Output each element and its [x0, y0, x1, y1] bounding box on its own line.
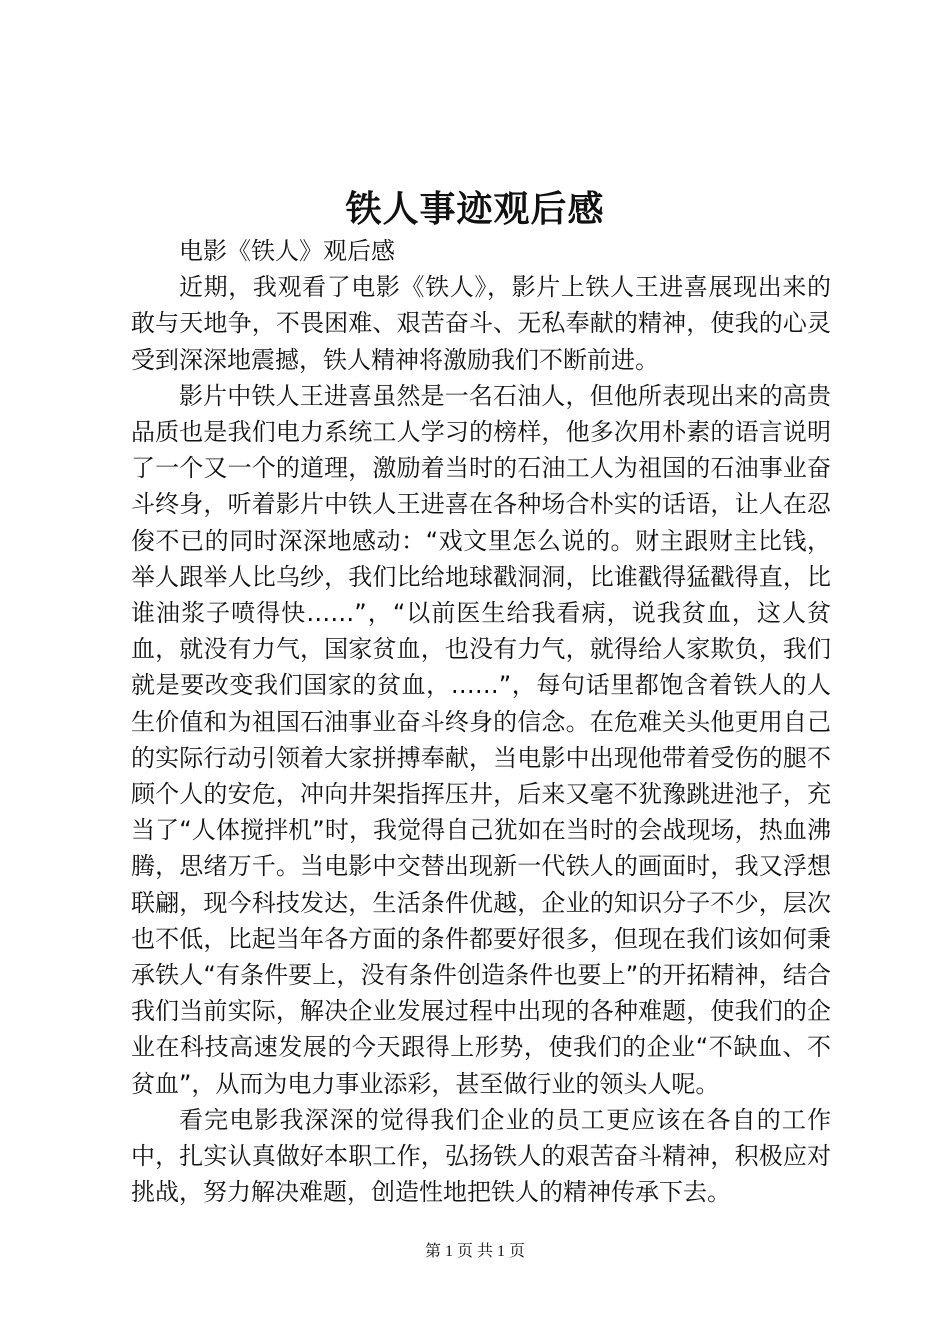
paragraph-subtitle: 电影《铁人》观后感 [179, 237, 395, 265]
document-body [131, 233, 831, 1210]
page-number-footer: 第 1 页 共 1 页 [424, 1243, 525, 1260]
document-title: 铁人事迹观后感 [345, 188, 605, 230]
paragraph: 影片中铁人王进喜虽然是一名石油人，但他所表现出来的高贵品质也是我们电力系统工人学习的榜样，他多次用朴素的语言说明了一个又一个的道理，激励着当时的石油工人为祖国的石油事业奋斗终身，听着影片中铁人王进喜在各种场合朴实的话语，让人在忍俊不已的同时深深地感动：“戏文里怎么说的。财主跟财主比钱，举人跟举人比乌纱，我们比给地球戳洞洞，比谁戳得猛戳得直，比谁油浆子喷得快……”，“以前医生给我看病，说我贫血，这人贫血，就没有力气，国家贫血，也没有力气，就得给人家欺负，我们就是要改变我们国家的贫血，……”，每句话里都饱含着铁人的人生价值和为祖国石油事业奋斗终身的信念。在危难关头他更用自己的实际行动引领着大家拼搏奉献，当电影中出现他带着受伤的腿不顾个人的安危，冲向井架指挥压井，后来又毫不犹豫跳进池子，充当了“人体搅拌机”时，我觉得自己犹如在当时的会战现场，热血沸腾，思绪万千。当电影中交替出现新一代铁人的画面时，我又浮想联翩，现今科技发达，生活条件优越，企业的知识分子不少，层次也不低，比起当年各方面的条件都要好很多，但现在我们该如何秉承铁人“有条件要上，没有条件创造条件也要上”的开拓精神，结合我们当前实际，解决企业发展过程中出现的各种难题，使我们的企业在科技高速发展的今天跟得上形势，使我们的企业“不缺血、不贫血”，从而为电力事业添彩，甚至做行业的领头人呢。 [131, 381, 831, 1098]
paragraph: 看完电影我深深的觉得我们企业的员工更应该在各自的工作中，扎实认真做好本职工作，弘扬铁人的艰苦奋斗精神，积极应对挑战，努力解决难题，创造性地把铁人的精神传承下去。 [131, 1105, 831, 1207]
paragraph: 近期，我观看了电影《铁人》，影片上铁人王进喜展现出来的敢与天地争，不畏困难、艰苦奋斗、无私奉献的精神，使我的心灵受到深深地震撼，铁人精神将激励我们不断前进。 [131, 273, 831, 374]
